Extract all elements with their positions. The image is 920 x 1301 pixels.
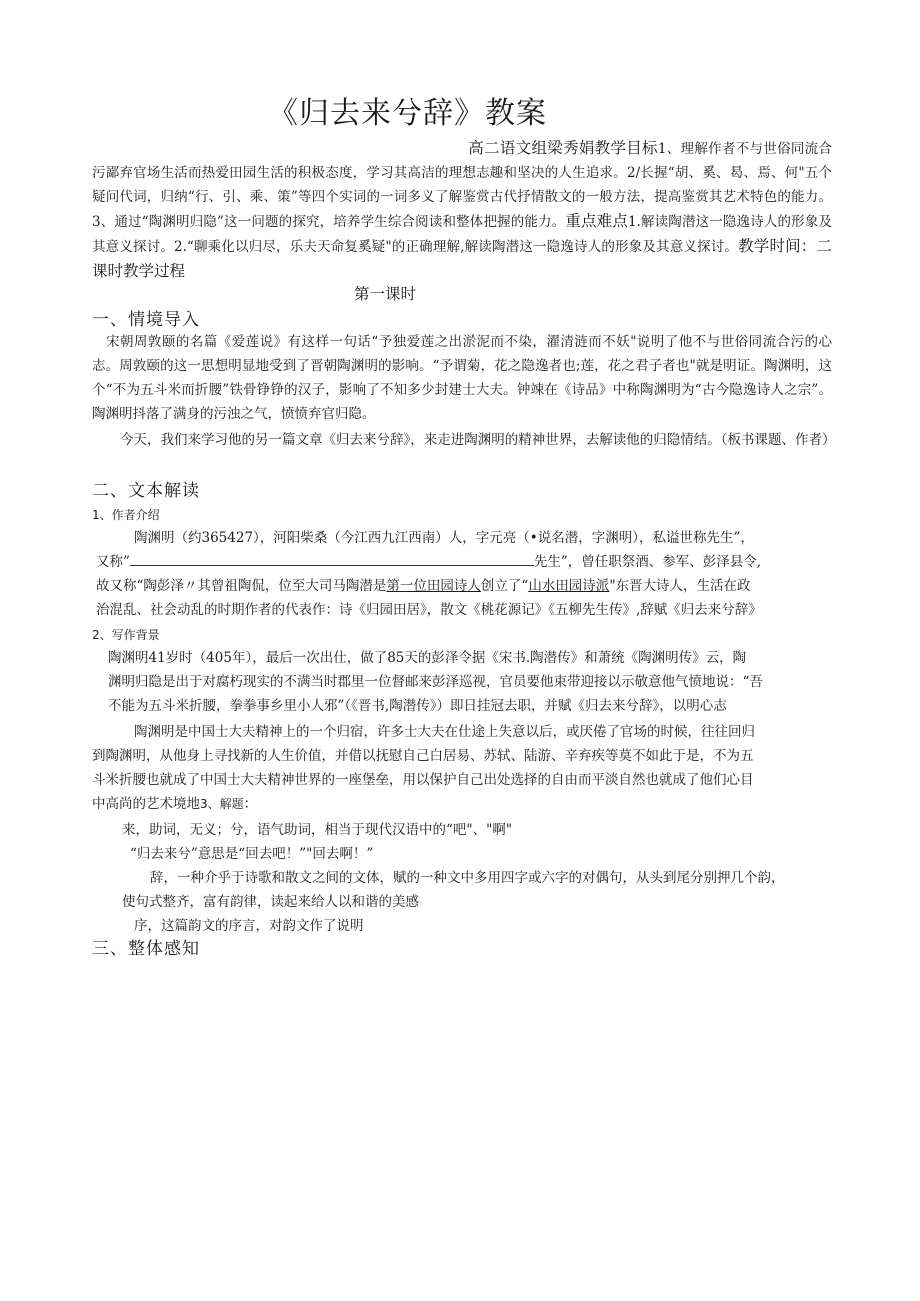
page-title: 《归去来兮辞》教案 bbox=[268, 96, 547, 131]
objectives-heading: 教学目标 bbox=[594, 139, 658, 157]
section-heading-3: 三、整体感知 bbox=[92, 939, 200, 959]
title-explain-heading: 3、解题 bbox=[200, 797, 244, 811]
objectives-text: 1、理解作者不与世俗同流合污鄙弃官场生活而热爱田园生活的积极态度，学习其高洁的理想志趣和坚决的人生追求。2/长握“胡、奚、曷、焉、何"五个疑问代词，归纳“行、引、乘、策”等四个实词的一词多义了解鉴赏古代抒情散文的一般方法，提高鉴赏其艺术特色的能力。3、通过“陶渊明归隐”这一问题的探究，培养学生综合阅读和整体把握的能力。 bbox=[92, 141, 832, 230]
author-line-3-b: 创立了“ bbox=[480, 578, 529, 594]
background-line-7 bbox=[92, 792, 257, 812]
background-line-3: 不能为五斗米折腰，拳拳事乡里小人邪”（《晋书,陶潜传》）即日挂冠去职，并赋《归去来兮辞》，以明心志 bbox=[108, 698, 727, 714]
author-line-2-start: 又称” bbox=[96, 554, 130, 570]
keypoints-heading: 重点难点 bbox=[565, 212, 628, 230]
author-line-3-a: 故又称“陶彭泽〃其曾祖陶侃，位至大司马陶潜是 bbox=[96, 578, 387, 594]
objectives-block bbox=[92, 136, 832, 284]
background-line-1: 陶渊明41岁时（405年），最后一次出仕，做了85天的彭泽令据《宋书.陶潜传》和萧统《陶渊明传》云，陶 bbox=[108, 650, 747, 666]
teaching-time: 教学时间：二课时教学过程 bbox=[92, 237, 832, 280]
author-intro-heading: 1、作者介绍 bbox=[92, 508, 160, 522]
background-line-2: 渊明归隐是出于对腐朽现实的不满当时郡里一位督邮来彭泽巡视，官员要他束带迎接以示敬意他气愤地说：“吾 bbox=[108, 674, 763, 690]
author-line: 高二语文组梁秀娟 bbox=[468, 139, 595, 157]
author-line-3 bbox=[96, 574, 751, 594]
background-line-6: 斗米折腰也就成了中国士大夫精神世界的一座堡垒，用以保护自己出处选择的自由而平淡自然也就成了他们心目 bbox=[92, 772, 754, 788]
title-note-5: 序，这篇韵文的序言，对韵文作了说明 bbox=[134, 918, 364, 934]
background-line-5: 到陶渊明，从他身上寻找新的人生价值，并借以抚慰自己白居易、苏轼、陆游、辛弃疾等莫不如此于是，不为五 bbox=[92, 748, 754, 764]
keypoints-text: 1.解读陶潜这一隐逸诗人的形象及其意义探讨。2.“聊乘化以归尽，乐夫天命复奚疑"的正确理解,解读陶潜这一隐逸诗人的形象及其意义探讨。 bbox=[92, 214, 832, 255]
title-note-1: 来，助词，无义；兮，语气助词，相当于现代汉语中的“吧"、"啊" bbox=[122, 822, 513, 838]
background-heading: 2、写作背景 bbox=[92, 628, 160, 642]
title-note-2: “归去来兮”意思是“回去吧！”"回去啊！” bbox=[130, 846, 374, 862]
section-heading-1: 一、情境导入 bbox=[92, 310, 200, 330]
author-line-1: 陶渊明（约365427），河阳柴桑（今江西九江西南）人，字元亮（•说名潜，字渊明），私谥世称先生”， bbox=[134, 530, 754, 546]
title-note-4: 使句式整齐，富有韵律，读起来给人以和谐的美感 bbox=[122, 894, 419, 910]
background-line-7-colon: ： bbox=[243, 796, 258, 812]
author-line-2-end: 先生”，曾任职祭酒、参军、彭泽县令, bbox=[533, 554, 762, 570]
section-heading-2: 二、文本解读 bbox=[92, 481, 200, 501]
intro-paragraph-1: 宋朝周敦颐的名篇《爱莲说》有这样一句话“予独爱莲之出淤泥而不染，濯清涟而不妖"说明了他不与世俗同流合污的心志。周敦颐的这一思想明显地受到了晋朝陶渊明的影响。“予谓菊，花之隐逸者也;莲，花之君子者也"就是明证。陶渊明，这个“不为五斗米而折腰”铁骨铮铮的汉子，影响了不知多少封建士大夫。钟竦在《诗品》中称陶渊明为“古今隐逸诗人之宗”。陶渊明抖落了满身的污浊之气，愤愤弃官归隐。 bbox=[92, 334, 832, 422]
lesson-heading: 第一课时 bbox=[354, 285, 417, 303]
title-note-3: 辞，一种介乎于诗歌和散文之间的文体，赋的一种文中多用四字或六字的对偶句，从头到尾分别押几个韵， bbox=[150, 870, 785, 886]
author-line-4: 治混乱、社会动乱的时期作者的代表作：诗《归园田居》，散文《桃花源记》《五柳先生传》,辞赋《归去来兮辞》 bbox=[96, 602, 762, 618]
underlined-term-1: 第一位田园诗人 bbox=[386, 578, 481, 594]
background-line-4: 陶渊明是中国士大夫精神上的一个归宿，许多士大夫在仕途上失意以后，或厌倦了官场的时候，往往回归 bbox=[134, 724, 755, 740]
author-line-3-c: "东晋大诗人，生活在政 bbox=[609, 578, 751, 594]
intro-paragraph-2: 今天，我们来学习他的另一篇文章《归去来兮辞》，来走进陶渊明的精神世界，去解读他的归隐情结。（板书课题、作者） bbox=[120, 432, 836, 448]
background-line-7-text: 中高尚的艺术境地 bbox=[92, 796, 200, 812]
underlined-term-2: 山水田园诗派 bbox=[528, 578, 610, 594]
fill-blank bbox=[130, 553, 534, 566]
author-line-2 bbox=[96, 550, 761, 570]
